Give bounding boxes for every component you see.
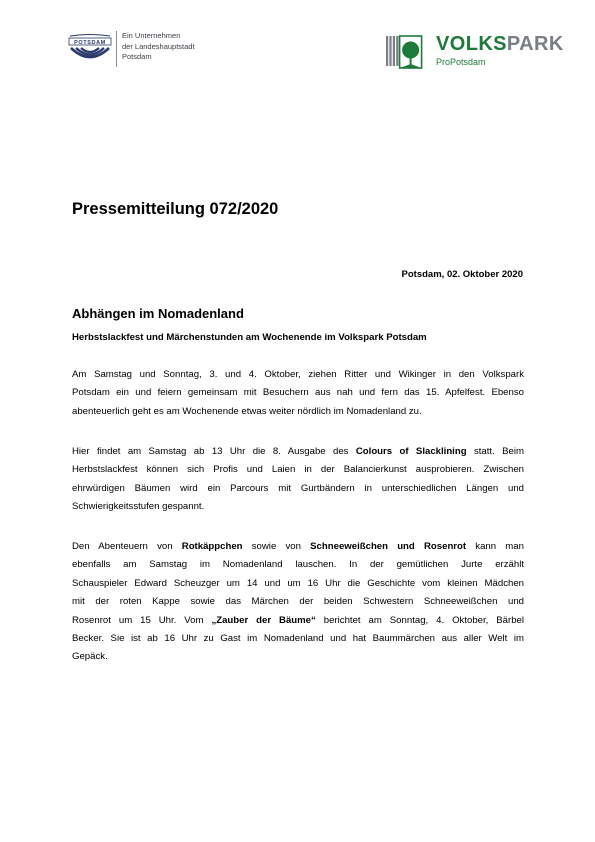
- paragraph-line: [72, 443, 524, 461]
- potsdam-tagline-line: Potsdam: [122, 52, 152, 61]
- paragraph-line: ehrwürdigen Bäumen wird ein Parcours mit Gurtbändern in unterschiedlichen Längen und: [72, 482, 524, 494]
- text-run: Den Abenteuern von: [72, 541, 173, 552]
- text-run: Rosenrot um 15 Uhr. Vom: [72, 614, 204, 626]
- paragraph-line: [72, 612, 524, 630]
- paragraph-line: Becker. Sie ist ab 16 Uhr zu Gast im Nomadenland und hat Baummärchen aus aller Welt im: [72, 632, 524, 644]
- event-name-bold: „Zauber der Bäume“: [211, 614, 316, 626]
- paragraph-line: Potsdam ein und feiern gemeinsam mit Besuchern aus nah und fern das 15. Apfelfest. Ebenso: [72, 387, 524, 399]
- volkspark-tree-icon: [386, 34, 424, 72]
- paragraph-line: Gepäck.: [72, 651, 108, 663]
- paragraph-line: Schauspieler Edward Scheuzger um 14 und um 16 Uhr die Geschichte vom kleinen Mädchen: [72, 577, 524, 589]
- place-date: Potsdam, 02. Oktober 2020: [401, 269, 523, 280]
- paragraph-line: abenteuerlich geht es am Wochenende etwas weiter nördlich im Nomadenland zu.: [72, 405, 422, 417]
- potsdam-tagline-line: Ein Unternehmen: [122, 31, 181, 40]
- text-run: sowie von: [251, 541, 301, 552]
- potsdam-tagline-line: der Landeshauptstadt: [122, 41, 195, 51]
- volkspark-wordmark-part1: VOLKS: [436, 33, 507, 55]
- headline: Abhängen im Nomadenland: [72, 306, 244, 321]
- volkspark-wordmark-part2: PARK: [506, 33, 564, 55]
- text-run: berichtet am Sonntag, 4. Oktober, Bärbel: [323, 614, 525, 626]
- potsdam-wordmark: POTSDAM: [74, 39, 106, 46]
- paragraph-line: [72, 538, 524, 556]
- fairytale-name-bold: Schneeweißchen und Rosenrot: [310, 541, 467, 552]
- logo-divider: [116, 31, 117, 67]
- potsdam-logo: [66, 34, 114, 66]
- text-run: statt. Beim: [473, 446, 525, 457]
- paragraph-line: Herbstslackfest können sich Profis und Laien in der Balancierkunst ausprobieren. Zwischen: [72, 464, 524, 476]
- text-run: Hier findet am Samstag ab 13 Uhr die 8. Ausgabe des: [72, 446, 349, 457]
- paragraph-1: [72, 366, 524, 421]
- volkspark-wordmark: [436, 33, 564, 55]
- paragraph-line: ebenfalls am Samstag im Nomadenland lauschen. In der gemütlichen Jurte erzählt: [72, 559, 524, 571]
- text-run: kann man: [475, 541, 524, 552]
- subheadline: Herbstslackfest und Märchenstunden am Wochenende im Volkspark Potsdam: [72, 332, 427, 343]
- press-release-title: Pressemitteilung 072/2020: [72, 200, 279, 218]
- fairytale-name-bold: Rotkäppchen: [181, 541, 243, 552]
- paragraph-line: Schwierigkeitsstufen gespannt.: [72, 501, 205, 513]
- paragraph-line: Am Samstag und Sonntag, 3. und 4. Oktober, ziehen Ritter und Wikinger in den Volkspark: [72, 369, 524, 380]
- event-name-bold: Colours of Slacklining: [355, 446, 467, 457]
- paragraph-3: [72, 538, 524, 667]
- paragraph-2: [72, 443, 524, 517]
- potsdam-tagline: [122, 31, 195, 63]
- volkspark-subtitle: ProPotsdam: [436, 57, 486, 67]
- paragraph-line: mit der roten Kappe sowie das Märchen der beiden Schwestern Schneeweißchen und: [72, 596, 524, 608]
